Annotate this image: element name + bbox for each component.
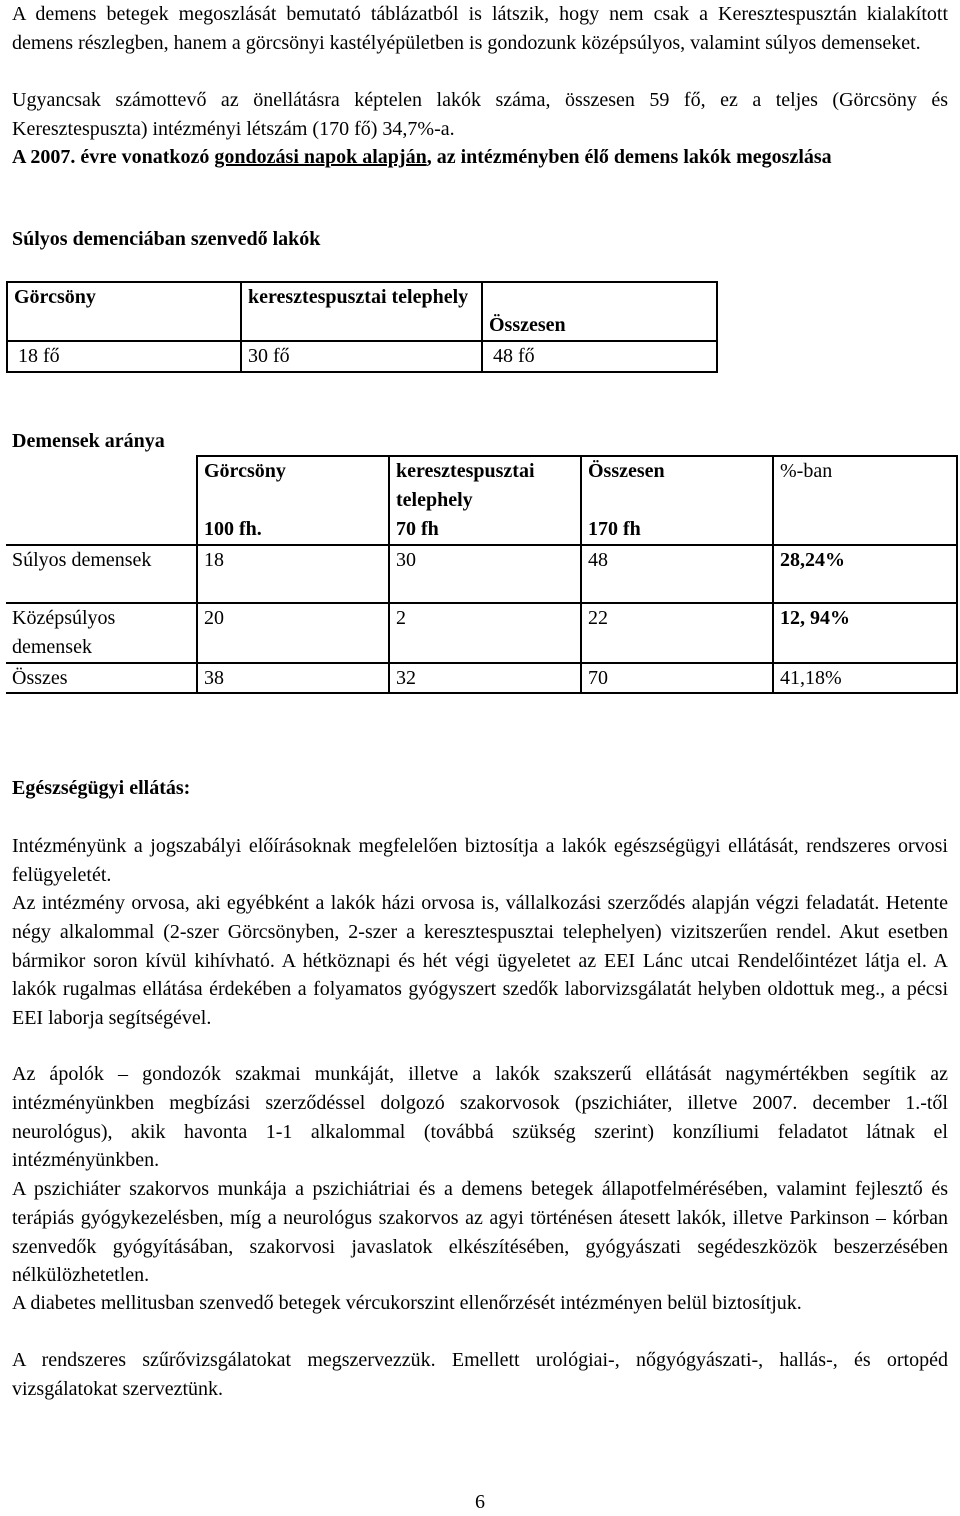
health-paragraph-5: A diabetes mellitusban szenvedő betegek vércukorszint ellenőrzését intézményen belül biztosítjuk.	[12, 1292, 802, 1314]
severe-header-kereszt: keresztespusztai telephely	[241, 282, 482, 341]
page-number: 6	[475, 1491, 485, 1513]
ratio-row-gorcsony: 20	[197, 603, 389, 663]
ratio-row-total: 22	[581, 603, 773, 663]
ratio-row-total: 48	[581, 545, 773, 603]
table-row	[6, 603, 957, 663]
intro-paragraph-2: Ugyancsak számottevő az önellátásra képtelen lakók száma, összesen 59 fő, ez a teljes (Görcsöny és Keresztespuszta) intézményi létszám (170 fő) 34,7%-a.	[12, 89, 948, 140]
table-row	[6, 663, 957, 694]
ratio-header-percent: %-ban	[773, 456, 957, 545]
ratio-row-total: 70	[581, 663, 773, 694]
ratio-header-kereszt-sub: 70 fh	[396, 518, 439, 541]
distribution-heading-pre: A 2007. évre vonatkozó	[12, 146, 215, 168]
health-paragraph-2: Az intézmény orvosa, aki egyébként a lakók házi orvosa is, vállalkozási szerződés alapján végzi feladatát. Hetente négy alkalommal (2-szer Görcsönyben, 2-szer a keresztespusztai telephelyen) vizitszerűen rendel. Akut esetben bármikor soron kívül kihívható. A hétköznapi és hét végi ügyeletet az EEI Lánc utcai Rendelőintézet látja el. A lakók rugalmas ellátása érdekében a folyamatos gyógyszert szedők laborvizsgálatát helyben oldottuk meg., a pécsi EEI laborja segítségével.	[12, 892, 948, 1030]
severe-value-kereszt: 30 fő	[241, 341, 482, 372]
distribution-heading	[12, 143, 948, 172]
ratio-header-gorcsony: Görcsöny	[204, 460, 286, 482]
ratio-row-percent: 12, 94%	[773, 603, 957, 663]
ratio-row-label: Összes	[6, 663, 197, 694]
ratio-row-label: Súlyos demensek	[6, 545, 197, 603]
ratio-row-label: Középsúlyos demensek	[6, 603, 197, 663]
ratio-header-empty	[6, 456, 197, 545]
health-heading: Egészségügyi ellátás:	[12, 777, 191, 799]
severe-header-row	[7, 282, 717, 341]
severe-dementia-heading: Súlyos demenciában szenvedő lakók	[12, 228, 321, 250]
health-paragraph-4: A pszichiáter szakorvos munkája a pszichiátriai és a demens betegek állapotfelmérésében, valamint fejlesztő és terápiás gyógykezelésben, míg a neurológus szakorvos az agyi történésen átesett lakók, illetve Parkinson – kórban szenvedők gyógyításában, szakorvosi javaslatok elkészítésében, gyógyászati segédeszközök beszerzésében nélkülözhetetlen.	[12, 1178, 948, 1287]
distribution-heading-underlined: gondozási napok alapján	[214, 146, 427, 168]
health-paragraph-3: Az ápolók – gondozók szakmai munkáját, illetve a lakók szakszerű ellátását nagymértékben segítik az intézményünkben megbízási szerződéssel dolgozó szakorvosok (pszichiáter, illetve 2007. december 1.-től neurológus), akik havonta 1-1 alkalommal (továbbá szükség szerint) konzíliumi feladatot látnak el intézményünkben.	[12, 1063, 948, 1172]
severe-values-row	[7, 341, 717, 372]
severe-header-gorcsony: Görcsöny	[7, 282, 241, 341]
severe-value-total: 48 fő	[482, 341, 717, 372]
ratio-header-row	[6, 456, 957, 545]
ratio-row-kereszt: 2	[389, 603, 581, 663]
severe-header-total-cell	[482, 282, 717, 341]
ratio-heading: Demensek aránya	[12, 430, 165, 452]
ratio-header-kereszt-cell	[389, 456, 581, 545]
ratio-header-kereszt: keresztespusztai telephely	[396, 460, 535, 511]
distribution-heading-post: , az intézményben élő demens lakók megoszlása	[426, 146, 832, 168]
severe-header-total: Összesen	[489, 314, 566, 337]
health-paragraph-1: Intézményünk a jogszabályi előírásoknak megfelelően biztosítja a lakók egészségügyi ellátását, rendszeres orvosi felügyeletét.	[12, 835, 948, 886]
ratio-row-percent: 41,18%	[773, 663, 957, 694]
severe-value-gorcsony: 18 fő	[7, 341, 241, 372]
ratio-row-kereszt: 32	[389, 663, 581, 694]
intro-paragraph-1: A demens betegek megoszlását bemutató táblázatból is látszik, hogy nem csak a Keresztespusztán kialakított demens részlegben, hanem a görcsönyi kastélyépületben is gondozunk középsúlyos, valamint súlyos demenseket.	[12, 3, 948, 54]
ratio-header-gorcsony-cell	[197, 456, 389, 545]
ratio-row-gorcsony: 18	[197, 545, 389, 603]
ratio-row-percent: 28,24%	[773, 545, 957, 603]
ratio-row-gorcsony: 38	[197, 663, 389, 694]
health-paragraph-6: A rendszeres szűrővizsgálatokat megszervezzük. Emellett urológiai-, nőgyógyászati-, hallás-, és ortopéd vizsgálatokat szerveztünk.	[12, 1349, 948, 1400]
severe-dementia-table	[6, 281, 718, 373]
table-row	[6, 545, 957, 603]
ratio-table	[6, 455, 958, 694]
ratio-header-total: Összesen	[588, 460, 665, 482]
ratio-row-kereszt: 30	[389, 545, 581, 603]
ratio-header-gorcsony-sub: 100 fh.	[204, 518, 262, 541]
ratio-header-total-cell	[581, 456, 773, 545]
ratio-header-total-sub: 170 fh	[588, 518, 641, 541]
